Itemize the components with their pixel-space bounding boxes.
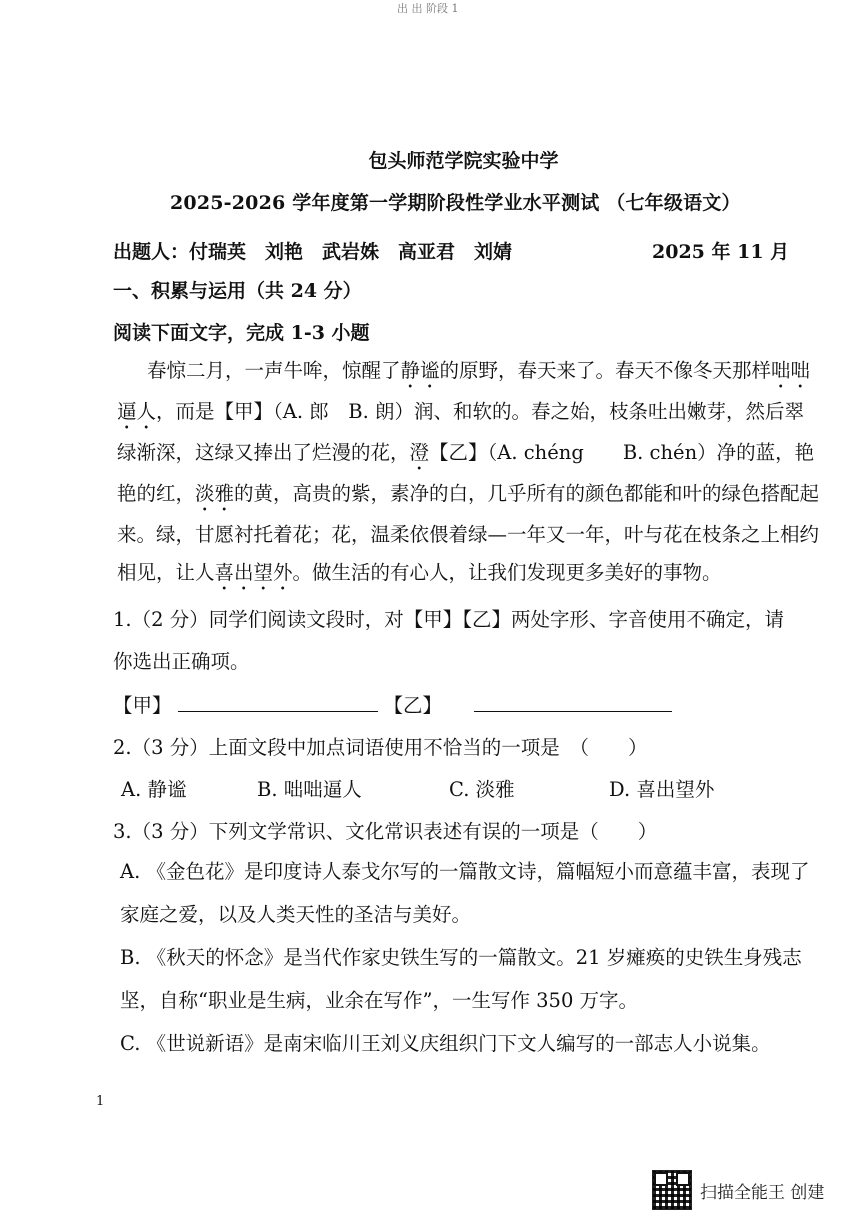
- question-3-option-c: C. 《世说新语》是南宋临川王刘义庆组织门下文人编写的一部志人小说集。: [120, 1032, 771, 1055]
- school-name: 包头师范学院实验中学: [368, 150, 559, 172]
- question-2-option-a: A. 静谧: [121, 778, 187, 801]
- label-jia: 【甲】: [113, 694, 172, 717]
- label-yi: 【乙】: [383, 694, 443, 717]
- question-2-option-d: D. 喜出望外: [609, 778, 715, 801]
- page-number: 1: [96, 1094, 105, 1109]
- answer-blank-jia[interactable]: [178, 691, 378, 712]
- question-2-stem: 2.（3 分）上面文段中加点词语使用不恰当的一项是 （ ）: [113, 736, 648, 759]
- exam-title: 2025-2026 学年度第一学期阶段性学业水平测试 （七年级语文）: [170, 192, 741, 214]
- question-3-option-b: B. 《秋天的怀念》是当代作家史铁生写的一篇散文。21 岁瘫痪的史铁生身残志坚，自称“职业是生病，业余在写作”，一生写作 350 万字。: [120, 946, 802, 1012]
- answer-blank-yi[interactable]: [474, 691, 672, 712]
- question-3-option-a: A. 《金色花》是印度诗人泰戈尔写的一篇散文诗，篇幅短小而意蕴丰富，表现了家庭之爱，以及人类天性的圣洁与美好。: [120, 860, 810, 926]
- scanner-watermark-text: 扫描全能王 创建: [700, 1182, 825, 1203]
- question-setters: 出题人：付瑞英 刘艳 武岩姝 高亚君 刘婧: [113, 241, 513, 263]
- dotted-word: 澄: [409, 441, 430, 464]
- passage-text: 春惊二月，一声牛哞，惊醒了: [147, 359, 401, 382]
- question-3-stem: 3.（3 分）下列文学常识、文化常识表述有误的一项是（ ）: [113, 820, 658, 843]
- passage-text: 的原野，春天来了。春天不像冬天那样: [439, 359, 772, 382]
- dotted-word: 淡雅: [195, 482, 235, 505]
- question-2-option-c: C. 淡雅: [449, 778, 515, 801]
- scanner-watermark: [652, 1170, 824, 1210]
- dotted-word: 喜出望外: [214, 560, 293, 584]
- reading-passage: [117, 352, 821, 595]
- passage-text: ，而是【甲】（A. 郎 B. 朗）润、和软的。春之始，枝条吐出嫩芽，然后翠绿渐深，这绿又捧出了烂漫的花，: [117, 400, 804, 464]
- header-mark: 出 出 阶段 1: [397, 2, 459, 15]
- passage-text: 。做生活的有心人，让我们发现更多美好的事物。: [292, 560, 722, 584]
- dotted-word: 咄咄逼人: [117, 359, 811, 423]
- question-1-answer-row: [113, 690, 672, 718]
- reading-instruction: 阅读下面文字，完成 1-3 小题: [113, 322, 370, 344]
- passage-text: 【乙】（A. chéng B. chén）净的蓝，艳艳的红，: [117, 441, 815, 505]
- exam-date: 2025 年 11 月: [652, 241, 790, 263]
- dotted-word: 静谧: [400, 359, 440, 382]
- passage-text: 的黄，高贵的紫，素净的白，几乎所有的颜色都能和叶的绿色搭配起来。绿，甘愿衬托着花；花，温柔依偎着绿—一年又一年，叶与花在枝条之上相约相见，让人: [117, 482, 820, 584]
- question-2-option-b: B. 咄咄逼人: [257, 778, 362, 801]
- section-title: 一、积累与运用（共 24 分）: [113, 280, 362, 302]
- question-1-stem-cont: 你选出正确项。: [113, 650, 250, 673]
- qr-code-icon: [652, 1170, 692, 1210]
- question-1-stem: 1.（2 分）同学们阅读文段时，对【甲】【乙】两处字形、字音使用不确定，请: [113, 608, 784, 631]
